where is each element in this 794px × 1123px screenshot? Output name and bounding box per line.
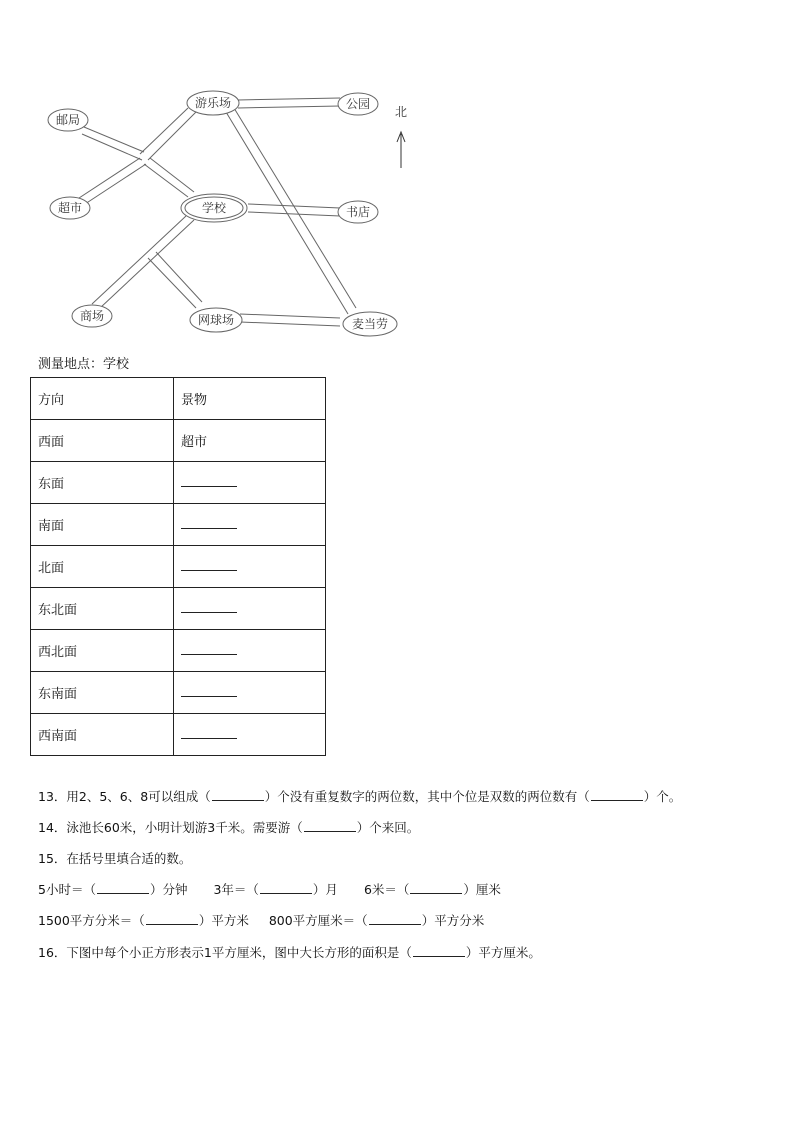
q15-l1-d: ）月 [312, 882, 338, 897]
question-13 [38, 787, 681, 805]
answer-blank[interactable] [181, 642, 237, 655]
q14-text-a: 14．泳池长60米，小明计划游3千米。需要游（ [38, 820, 303, 835]
q15-l1-b: ）分钟 [149, 882, 188, 897]
label-supermarket: 超市 [57, 201, 83, 215]
row-scene-blank[interactable] [174, 630, 326, 672]
q15-l1-a: 5小时＝（ [38, 882, 96, 897]
north-arrow-icon [395, 105, 407, 168]
q15-blank-sq-cm[interactable] [369, 912, 421, 925]
question-15 [38, 849, 191, 867]
header-direction: 方向 [31, 378, 174, 420]
row-direction: 西南面 [31, 714, 174, 756]
q13-text-c: ）个。 [643, 789, 682, 804]
table-row [31, 504, 326, 546]
q13-blank-1[interactable] [212, 788, 264, 801]
q13-text-b: ）个没有重复数字的两位数，其中个位是双数的两位数有（ [264, 789, 590, 804]
answer-blank[interactable] [181, 558, 237, 571]
label-park: 公园 [345, 97, 371, 111]
row-direction: 西北面 [31, 630, 174, 672]
table-row [31, 588, 326, 630]
row-direction: 西面 [31, 420, 174, 462]
q15-l1-e: 6米＝（ [363, 882, 410, 897]
q13-blank-2[interactable] [591, 788, 643, 801]
q15-l2-d: ）平方分米 [421, 913, 485, 928]
answer-blank[interactable] [181, 726, 237, 739]
row-scene-blank[interactable] [174, 714, 326, 756]
direction-table [30, 377, 326, 756]
table-row [31, 546, 326, 588]
question-14 [38, 818, 419, 836]
row-direction: 南面 [31, 504, 174, 546]
q14-text-b: ）个来回。 [356, 820, 420, 835]
table-header-row [31, 378, 326, 420]
question-16 [38, 943, 541, 961]
row-scene-blank[interactable] [174, 672, 326, 714]
q14-blank[interactable] [304, 819, 356, 832]
q15-blank-sq-dm[interactable] [146, 912, 198, 925]
row-direction: 东南面 [31, 672, 174, 714]
table-row [31, 420, 326, 462]
row-direction: 东面 [31, 462, 174, 504]
answer-blank[interactable] [181, 474, 237, 487]
label-mcdonalds: 麦当劳 [351, 317, 389, 331]
answer-blank[interactable] [181, 684, 237, 697]
q15-blank-meters[interactable] [410, 881, 462, 894]
q16-text-a: 16．下图中每个小正方形表示1平方厘米，图中大长方形的面积是（ [38, 945, 412, 960]
answer-blank[interactable] [181, 600, 237, 613]
table-row [31, 630, 326, 672]
table-row [31, 672, 326, 714]
map-diagram [36, 82, 416, 344]
q15-l2-b: ）平方米 [198, 913, 249, 928]
q15-blank-hours[interactable] [97, 881, 149, 894]
label-mall: 商场 [79, 309, 105, 323]
q15-l2-c: 800平方厘米＝（ [268, 913, 368, 928]
label-tennis-court: 网球场 [197, 313, 235, 327]
compass-label: 北 [394, 105, 408, 119]
row-scene-blank[interactable] [174, 588, 326, 630]
label-school: 学校 [201, 201, 227, 215]
label-post-office: 邮局 [55, 113, 81, 127]
answer-blank[interactable] [181, 516, 237, 529]
table-row [31, 714, 326, 756]
q15-text: 15．在括号里填合适的数。 [38, 851, 192, 866]
q16-blank[interactable] [413, 944, 465, 957]
q15-l2-a: 1500平方分米＝（ [38, 913, 145, 928]
row-direction: 东北面 [31, 588, 174, 630]
row-scene-blank[interactable] [174, 504, 326, 546]
row-scene: 超市 [174, 420, 326, 462]
header-scene: 景物 [174, 378, 326, 420]
q15-l1-c: 3年＝（ [213, 882, 259, 897]
q15-l1-f: ）厘米 [463, 882, 501, 897]
row-direction: 北面 [31, 546, 174, 588]
q16-text-b: ）平方厘米。 [465, 945, 541, 960]
label-amusement-park: 游乐场 [194, 96, 232, 110]
question-15-line-1 [38, 880, 501, 898]
measurement-caption: 测量地点：学校 [38, 357, 130, 372]
q15-blank-years[interactable] [260, 881, 312, 894]
label-bookstore: 书店 [345, 205, 371, 219]
row-scene-blank[interactable] [174, 546, 326, 588]
table-row [31, 462, 326, 504]
q13-text-a: 13．用2、5、6、8可以组成（ [38, 789, 211, 804]
row-scene-blank[interactable] [174, 462, 326, 504]
question-15-line-2 [38, 911, 484, 929]
